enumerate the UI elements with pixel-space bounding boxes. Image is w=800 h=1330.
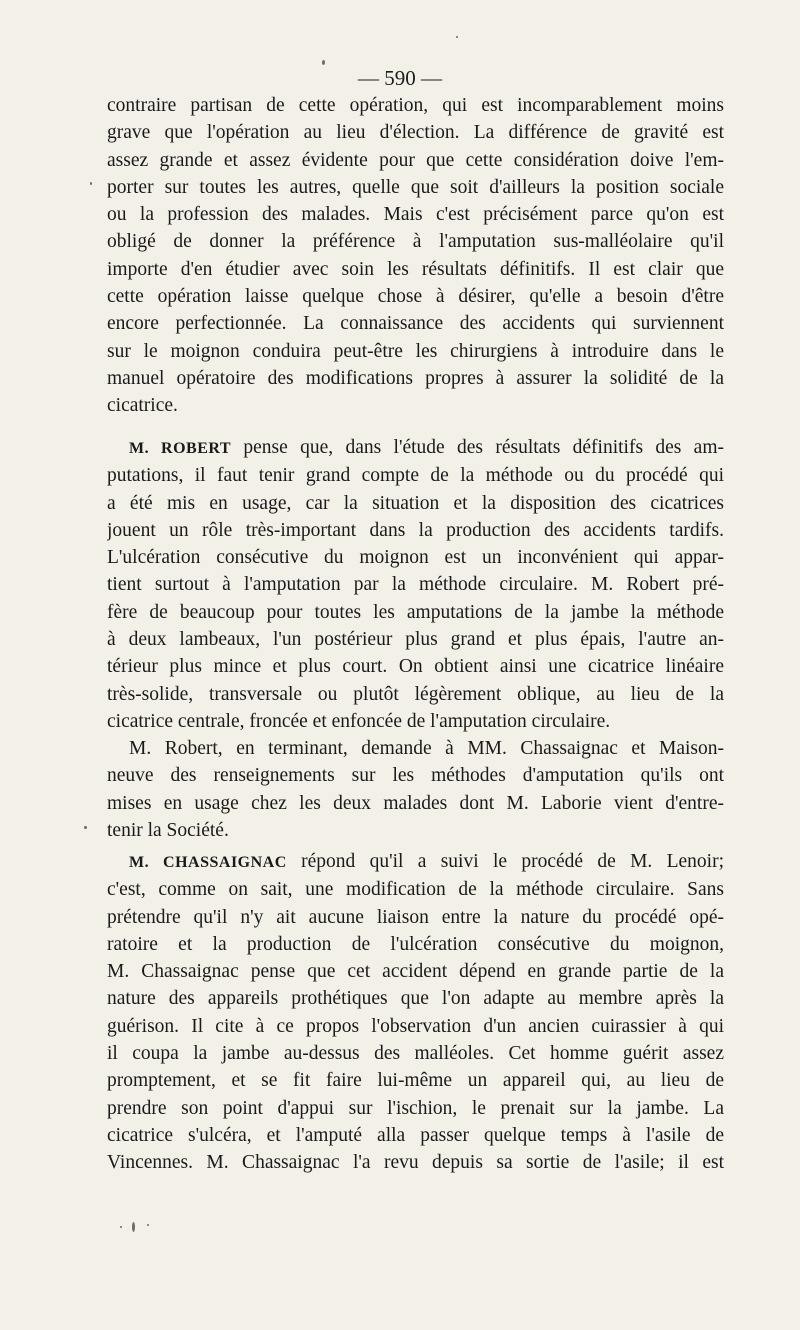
text-line: térieur plus mince et plus court. On obtient ainsi une cicatrice linéaire [107, 656, 724, 678]
text-line: cicatrice centrale, froncée et enfoncée de l'amputation circulaire. [107, 710, 611, 732]
text-line-rest: répond qu'il a suivi le procédé de M. Lenoir; [286, 851, 724, 872]
text-line: prétendre qu'il n'y ait aucune liaison entre la nature du procédé opé- [107, 906, 724, 928]
text-line: guérison. Il cite à ce propos l'observation d'un ancien cuirassier à qui [107, 1015, 724, 1037]
scan-speck [120, 1226, 122, 1228]
text-line: M. Robert, en terminant, demande à MM. Chassaignac et Maison- [129, 738, 724, 759]
scan-speck [132, 1222, 135, 1232]
text-line: à deux lambeaux, l'un postérieur plus grand et plus épais, l'autre an- [107, 629, 724, 651]
paragraph-4 [107, 848, 724, 1177]
text-line: Vincennes. M. Chassaignac l'a revu depuis sa sortie de l'asile; il est [107, 1152, 724, 1174]
text-line: cicatrice s'ulcéra, et l'amputé alla passer quelque temps à l'asile de [107, 1124, 724, 1146]
text-line: assez grande et assez évidente pour que cette considération doive l'em- [107, 149, 724, 171]
text-line-first [107, 848, 724, 876]
text-line: neuve des renseignements sur les méthodes d'amputation qu'ils ont [107, 765, 724, 787]
text-line: L'ulcération consécutive du moignon est un inconvénient qui appar- [107, 547, 724, 569]
text-line: prendre son point d'appui sur l'ischion, le prenait sur la jambe. La [107, 1097, 724, 1119]
text-line: mises en usage chez les deux malades dont M. Laborie vient d'entre- [107, 792, 724, 814]
text-line: encore perfectionnée. La connaissance des accidents qui surviennent [107, 313, 724, 335]
text-line: ratoire et la production de l'ulcération consécutive du moignon, [107, 933, 724, 955]
text-line: a été mis en usage, car la situation et la disposition des cicatrices [107, 492, 724, 514]
speaker-name: M. CHASSAIGNAC [129, 854, 287, 871]
text-line: nature des appareils prothétiques que l'on adapte au membre après la [107, 988, 724, 1010]
paragraph-1 [107, 92, 724, 420]
text-line: manuel opératoire des modifications propres à assurer la solidité de la [107, 367, 724, 389]
text-line: jouent un rôle très-important dans la production des accidents tardifs. [107, 519, 724, 541]
text-line: tient surtout à l'amputation par la méthode circulaire. M. Robert pré- [107, 574, 724, 596]
paragraph-2 [107, 434, 724, 735]
text-line-first [107, 434, 724, 462]
text-line: très-solide, transversale ou plutôt légèrement oblique, au lieu de la [107, 683, 724, 705]
text-line: il coupa la jambe au-dessus des malléoles. Cet homme guérit assez [107, 1043, 724, 1065]
text-line: tenir la Société. [107, 819, 229, 841]
text-line: importe d'en étudier avec soin les résultats définitifs. Il est clair que [107, 258, 724, 280]
scan-speck [90, 182, 92, 185]
text-line: c'est, comme on sait, une modification de la méthode circulaire. Sans [107, 879, 724, 901]
text-line: promptement, et se fit faire lui-même un appareil qui, au lieu de [107, 1070, 724, 1092]
text-line: sur le moignon conduira peut-être les chirurgiens à introduire dans le [107, 340, 724, 362]
text-line: contraire partisan de cette opération, qui est incomparablement moins [107, 95, 724, 116]
text-line: porter sur toutes les autres, quelle que soit d'ailleurs la position sociale [107, 176, 724, 198]
scan-speck [322, 60, 325, 65]
paragraph-3 [107, 735, 724, 844]
speaker-name: M. ROBERT [129, 440, 232, 457]
text-line: cette opération laisse quelque chose à désirer, qu'elle a besoin d'être [107, 286, 724, 308]
text-line: M. Chassaignac pense que cet accident dépend en grande partie de la [107, 961, 724, 983]
text-line: cicatrice. [107, 395, 178, 417]
text-line: putations, il faut tenir grand compte de la méthode ou du procédé qui [107, 465, 724, 487]
page-number: — 590 — [358, 66, 442, 90]
text-line: obligé de donner la préférence à l'amputation sus-malléolaire qu'il [107, 231, 724, 253]
text-line: fère de beaucoup pour toutes les amputations de la jambe la méthode [107, 601, 724, 623]
text-line: ou la profession des malades. Mais c'est précisément parce qu'on est [107, 204, 724, 226]
scan-speck [84, 826, 87, 829]
text-line-rest: pense que, dans l'étude des résultats définitifs des am- [231, 437, 724, 458]
scan-speck [147, 1224, 149, 1226]
text-line: grave que l'opération au lieu d'élection. La différence de gravité est [107, 122, 724, 144]
scan-speck [456, 36, 458, 38]
